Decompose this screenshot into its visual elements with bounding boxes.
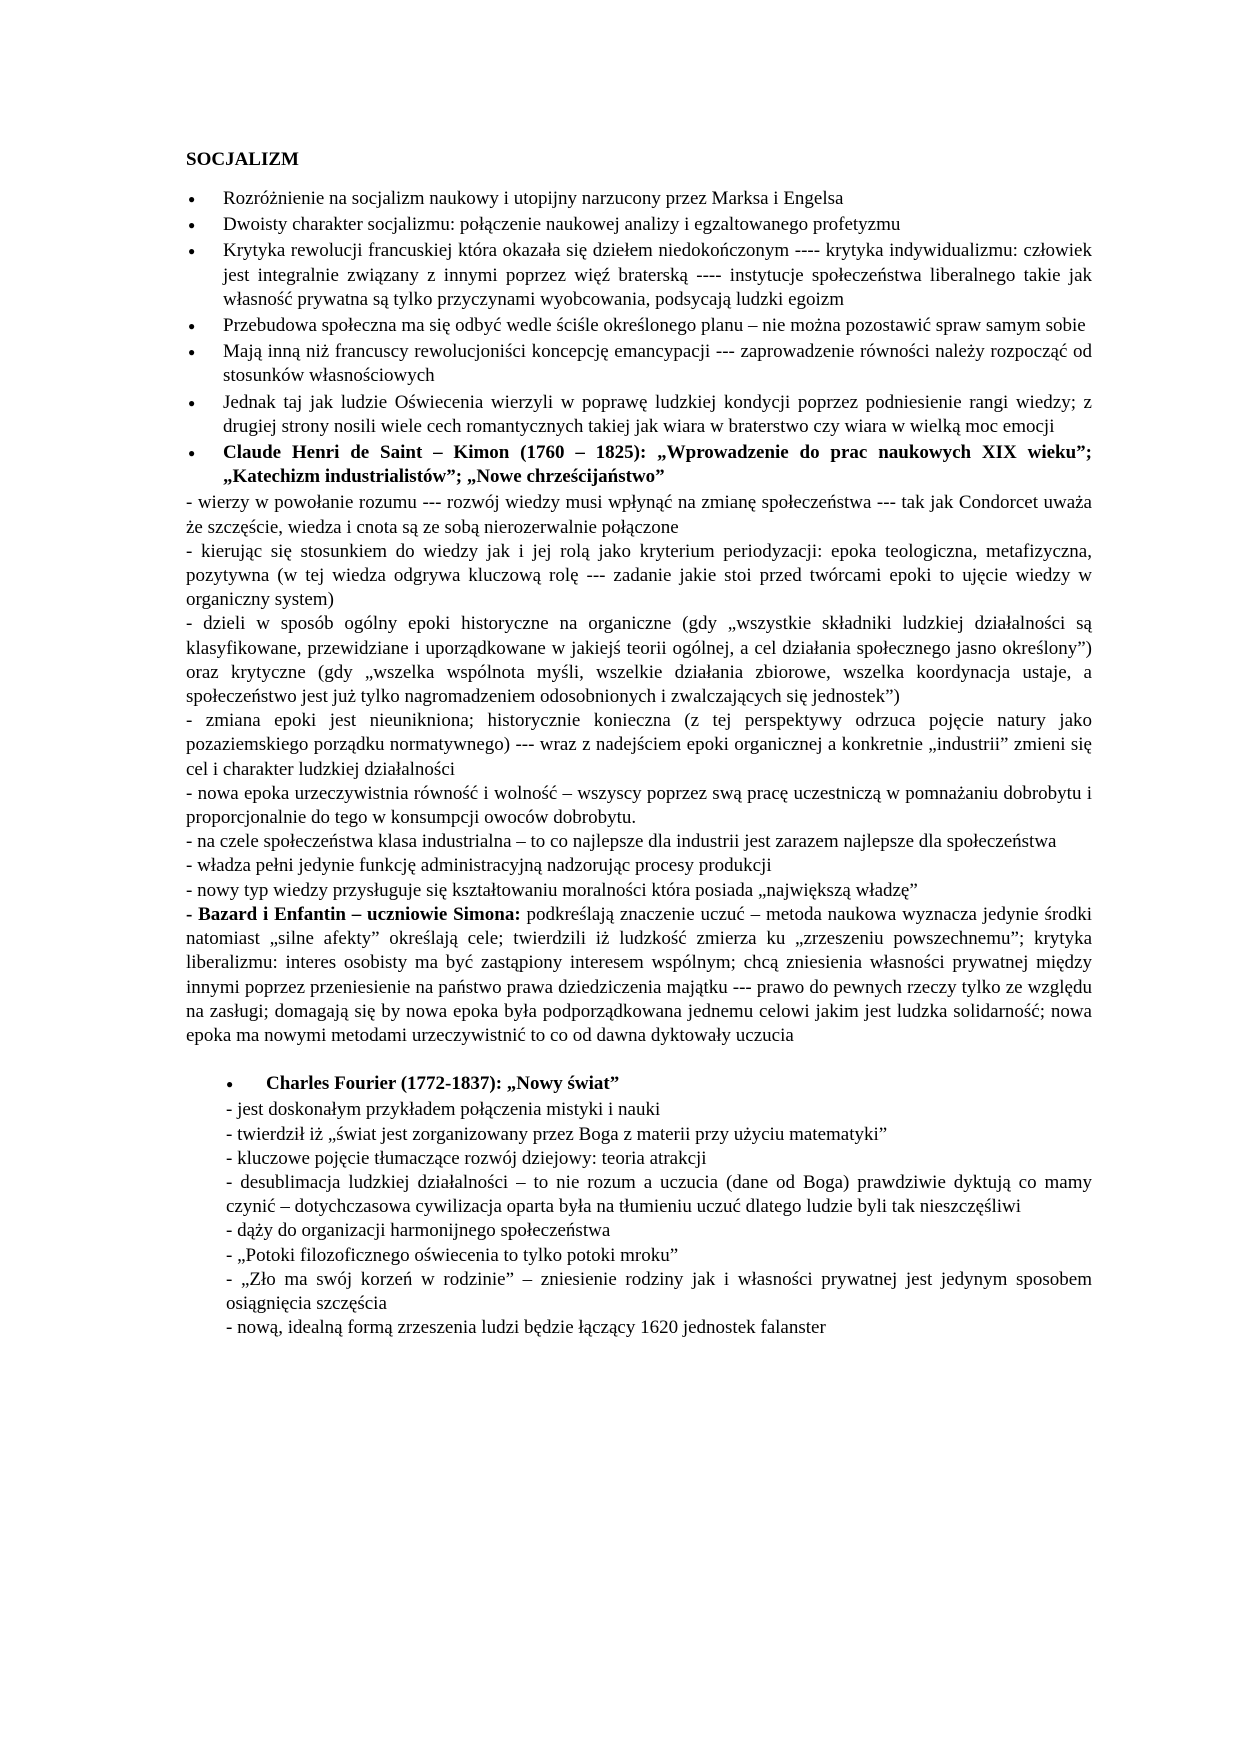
- bullet-item: ● Przebudowa społeczna ma się odbyć wedle ściśle określonego planu – nie można pozostawić spraw samym sobie: [186, 314, 1092, 338]
- fourier-point: - jest doskonałym przykładem połączenia mistyki i nauki: [226, 1099, 661, 1121]
- bazard-enfantin-text: podkreślają znaczenie uczuć – metoda naukowa wyznacza jedynie środki natomiast „silne afekty” określają cele; twierdzili iż ludzkość zmierza ku „zrzeszeniu powszechnemu”; krytyka liberalizmu: interes osobisty ma być zastąpiony interesem wspólnym; chcą zniesienia własności prywatnej między innymi poprzez przeniesienie na państwo prawa dziedziczenia majątku --- prawo do pewnych rzeczy tylko ze względu na zasługi; domagają się by nowa epoka była podporządkowana jednemu celowi jakim jest ludzka solidarność; nowa epoka ma nowymi metodami urzeczywistnić to co od dawna dyktowały uczucia: [186, 903, 1092, 1046]
- bullet-item: ● Rozróżnienie na socjalizm naukowy i utopijny narzucony przez Marksa i Engelsa: [186, 187, 1092, 211]
- fourier-point: - twierdził iż „świat jest zorganizowany przez Boga z materii przy użyciu matematyki”: [226, 1123, 888, 1145]
- saint-simon-point: - władza pełni jedynie funkcję administracyjną nadzorując procesy produkcji: [186, 855, 772, 877]
- saint-simon-point: - wierzy w powołanie rozumu --- rozwój wiedzy musi wpłynąć na zmianę społeczeństwa --- tak jak Condorcet uważa że szczęście, wiedza i cnota są ze sobą nierozerwalnie połączone: [186, 492, 1092, 538]
- bullet-item: ● Mają inną niż francuscy rewolucjoniści koncepcję emancypacji --- zaprowadzenie równości należy rozpocząć od stosunków własnościowych: [186, 340, 1092, 388]
- saint-simon-point: - nowa epoka urzeczywistnia równość i wolność – wszyscy poprzez swą pracę uczestniczą w pomnażaniu dobrobytu i proporcjonalnie do tego w konsumpcji owoców dobrobytu.: [186, 782, 1092, 829]
- bullet-item: ● Krytyka rewolucji francuskiej która okazała się dziełem niedokończonym ---- krytyka indywidualizmu: człowiek jest integralnie związany z innymi poprzez więź braterską ---- instytucje społeczeństwa liberalnego takie jak własność prywatna są tylko przyczynami wyobcowania, podsycają ludzki egoizm: [186, 239, 1092, 312]
- bazard-enfantin-lead: - Bazard i Enfantin – uczniowie Simona:: [186, 903, 521, 925]
- saint-simon-point: - zmiana epoki jest nieunikniona; historycznie konieczna (z tej perspektywy odrzuca pojęcie natury jako pozaziemskiego porządku normatywnego) --- wraz z nadejściem epoki organicznej a konkretnie „industrii” zmieni się cel i charakter ludzkiej działalności: [186, 710, 1092, 780]
- saint-simon-point: - nowy typ wiedzy przysługuje się kształtowaniu moralności która posiada „największą władzę”: [186, 879, 918, 901]
- bullet-item: ● Dwoisty charakter socjalizmu: połączenie naukowej analizy i egzaltowanego profetyzmu: [186, 213, 1092, 237]
- bazard-enfantin-paragraph: [186, 903, 1092, 1048]
- fourier-point: - desublimacja ludzkiej działalności – to nie rozum a uczucia (dane od Boga) prawdziwie dyktują co mamy czynić – dotychczasowa cywilizacja oparta była na tłumieniu uczuć dlatego ludzie byli tak nieszczęśliwi: [226, 1171, 1092, 1218]
- fourier-point: - kluczowe pojęcie tłumaczące rozwój dziejowy: teoria atrakcji: [226, 1147, 707, 1169]
- fourier-heading: ● Charles Fourier (1772-1837): „Nowy świat”: [186, 1072, 1092, 1096]
- intro-bullet-list: [186, 187, 1092, 489]
- bullet-item-saint-simon-heading: ● Claude Henri de Saint – Kimon (1760 – 1825): „Wprowadzenie do prac naukowych XIX wieku”; „Katechizm industrialistów”; „Nowe chrześcijaństwo”: [186, 441, 1092, 489]
- saint-simon-point: - na czele społeczeństwa klasa industrialna – to co najlepsze dla industrii jest zarazem najlepsze dla społeczeństwa: [186, 831, 1057, 853]
- fourier-point: - „Potoki filozoficznego oświecenia to tylko potoki mroku”: [226, 1244, 679, 1266]
- fourier-point: - dąży do organizacji harmonijnego społeczeństwa: [226, 1220, 611, 1242]
- saint-simon-section: [186, 491, 1092, 1048]
- document-title: SOCJALIZM: [186, 149, 299, 170]
- fourier-point: - „Zło ma swój korzeń w rodzinie” – zniesienie rodziny jak i własności prywatnej jest jedynym sposobem osiągnięcia szczęścia: [226, 1268, 1092, 1314]
- fourier-point: - nową, idealną formą zrzeszenia ludzi będzie łączący 1620 jednostek falanster: [226, 1317, 826, 1339]
- bullet-item: ● Jednak taj jak ludzie Oświecenia wierzyli w poprawę ludzkiej kondycji poprzez podniesienie rangi wiedzy; z drugiej strony nosili wiele cech romantycznych takiej jak wiara w braterstwo czy wiara w wielką moc emocji: [186, 391, 1092, 439]
- saint-simon-point: - dzieli w sposób ogólny epoki historyczne na organiczne (gdy „wszystkie składniki ludzkiej działalności są klasyfikowane, przewidziane i uporządkowane w jakiejś teorii ogólnej, a cel działania społecznego jasno określony”) oraz krytyczne (gdy „wszelka wspólnota myśli, wszelkie działania zbiorowe, wszelka koordynacja ustaje, a społeczeństwo jest już tylko nagromadzeniem odosobnionych i zwalczających się jednostek”): [186, 613, 1092, 708]
- fourier-section: [186, 1072, 1092, 1340]
- document-body: [186, 148, 1092, 1340]
- saint-simon-point: - kierując się stosunkiem do wiedzy jak i jej rolą jako kryterium periodyzacji: epoka teologiczna, metafizyczna, pozytywna (w tej wiedza odgrywa kluczową rolę --- zadanie jakie stoi przed twórcami epoki to ujęcie wiedzy w organiczny system): [186, 540, 1092, 611]
